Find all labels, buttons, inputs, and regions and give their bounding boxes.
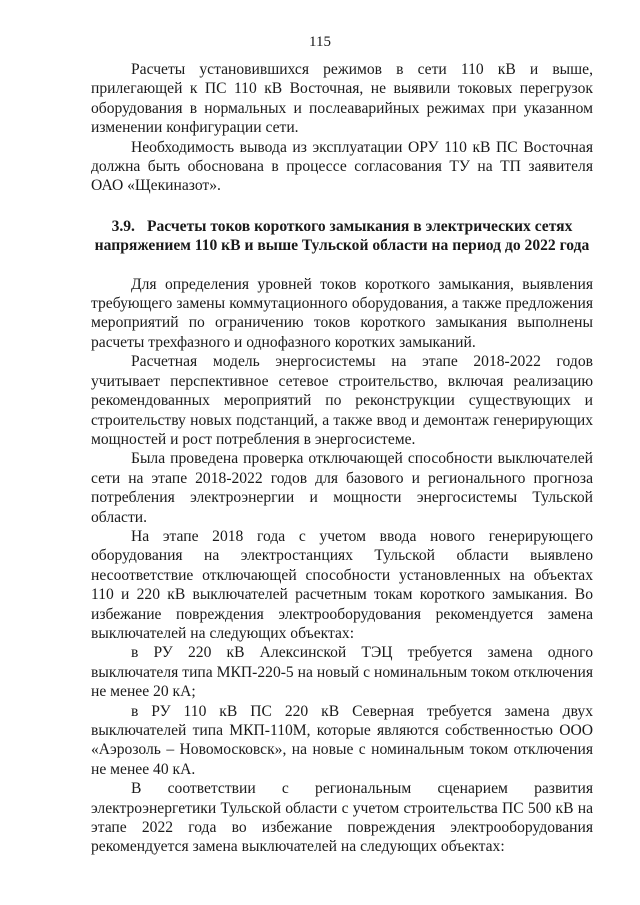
- section-number: 3.9.: [111, 217, 135, 235]
- paragraph-regional-scenario: В соответствии с региональным сценарием развития электроэнергетики Тульской области с учетом строительства ПС 500 кВ на этапе 2022 года во избежание повреждения электрооборудования рекомендуется замена выключателей на следующих объектах:: [91, 780, 593, 856]
- document-body: [91, 60, 593, 857]
- list-item-aleksin-tec: в РУ 220 кВ Алексинской ТЭЦ требуется замена одного выключателя типа МКП-220-5 на новый с номинальным током отключения не менее 20 кА;: [91, 644, 593, 701]
- paragraph-check: Была проведена проверка отключающей способности выключателей сети на этапе 2018-2022 годов для базового и регионального прогноза потребления электроэнергии и мощности энергосистемы Тульской области.: [91, 450, 593, 526]
- list-item-severnaya-ps: в РУ 110 кВ ПС 220 кВ Северная требуется замена двух выключателей типа МКП-110М, которые являются собственностью ООО «Аэрозоль – Новомосковск», на новые с номинальным током отключения не менее 40 кА.: [91, 702, 593, 778]
- paragraph-stage-2018: На этапе 2018 года с учетом ввода нового генерирующего оборудования на электростанциях Тульской области выявлено несоответствие отключающей способности установленных на объектах 110 и 220 кВ выключателей расчетным токам короткого замыкания. Во избежание повреждения электрооборудования рекомендуется замена выключателей на следующих объектах:: [91, 527, 593, 642]
- paragraph-decommission-note: Необходимость вывода из эксплуатации ОРУ 110 кВ ПС Восточная должна быть обоснована в процессе согласования ТУ на ТП заявителя ОАО «Щекиназот».: [91, 138, 593, 195]
- paragraph-model: Расчетная модель энергосистемы на этапе 2018-2022 годов учитывает перспективное сетевое строительство, включая реализацию рекомендованных мероприятий по реконструкции существующих и строительству новых подстанций, а также ввод и демонтаж генерирующих мощностей и рост потребления в энергосистеме.: [91, 353, 593, 448]
- paragraph-load-flow-results: Расчеты установившихся режимов в сети 110 кВ и выше, прилегающей к ПС 110 кВ Восточная, не выявили токовых перегрузок оборудования в нормальных и послеаварийных режимах при указанном изменении конфигурации сети.: [91, 61, 593, 137]
- paragraph-purpose: Для определения уровней токов короткого замыкания, выявления требующего замены коммутационного оборудования, а также предложения мероприятий по ограничению токов короткого замыкания выполнены расчеты трехфазного и однофазного коротких замыканий.: [91, 275, 593, 351]
- section-heading: [91, 217, 593, 256]
- page-number: 115: [309, 34, 331, 50]
- section-title: Расчеты токов короткого замыкания в электрических сетях напряжением 110 кВ и выше Тульской области на период до 2022 года: [94, 217, 590, 255]
